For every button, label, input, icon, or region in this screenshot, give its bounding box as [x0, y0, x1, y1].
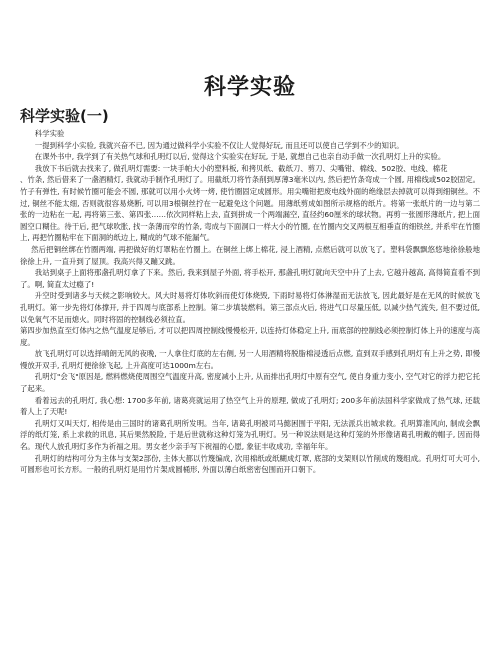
paragraph: 孔明灯又叫天灯, 相传是由三国时的诸葛孔明所发明。当年, 诸葛孔明被司马懿困围于平阳, 无法派兵出城求救。孔明算准风向, 制成会飘浮的纸灯笼, 系上求救的讯息, 其后果然脱险, 于是后世就称这种灯笼为孔明灯。另一种说法则是这种灯笼的外形像诸葛孔明戴的帽子, 因而得名。现代人放孔明灯多作为祈福之用。男女老少亲手写下祝福的心愿, 象征丰收成功, 幸福年年。: [20, 418, 480, 452]
paragraph: 孔明灯的结构可分为主体与支架2部份, 主体大都以竹篾编成, 次用棉纸或纸糊成灯罩, 底部的支架则以竹削成的篾组成。孔明灯可大可小, 可圆形也可长方形。一般的孔明灯是用竹片架成圆桶形, 外面以薄白纸密密包围而开口朝下。: [20, 453, 480, 475]
paragraph: 升空时受到诸多与天候之影响较大。风大时易将灯体吹斜而使灯体烧毁, 下雨时易将灯体淋湿而无法放飞, 因此最好是在无风的时候放飞孔明灯。第一步先将灯体撑开, 并于四周与底部系上控制。第二步填装燃料。第三部点火后, 将进气口尽量压低, 以减少热气流失, 但不要过低, 以免氧气不足而熄火。同时将固的控制线必须拉直。: [20, 291, 480, 324]
paragraph: 孔明灯"会飞"原因是, 燃料燃烧使周围空气温度升高, 密度减小上升, 从而排出孔明灯中原有空气, 使自身重力变小, 空气对它的浮力把它托了起来。: [20, 372, 480, 394]
paragraph: 然后把铜丝绑在竹圈两端, 再把做好的灯罩粘在竹圈上。在铜丝上绑上棉花, 浸上酒精, 点燃后就可以放飞了。塑料袋飘飘悠悠地徐徐般地徐徐上升, 一直升到了屋顶。我高兴得又蹦又跳。: [20, 244, 480, 266]
paragraph: 我放下书后就去找来了, 做孔明灯需要: 一块手帕大小的塑料板, 和拷贝纸、截纸刀、剪刀、尖嘴钳、棉线、502胶、电线、棉花: [34, 163, 448, 173]
paragraph: 看着远去的孔明灯, 我心想: 1700多年前, 诸葛亮就运用了热空气上升的原理, 做成了孔明灯; 200多年前法国科学家做成了热气球, 还载着人上了天呢!: [20, 395, 480, 417]
paragraph: 在课外书中, 我学到了有关热气球和孔明灯以后, 觉得这个实验实在好玩, 于是, 就想自己也亲自动手做一次孔明灯上升的实验。: [34, 152, 446, 162]
paragraph: 我站到桌子上面将那盏孔明灯拿了下来。然后, 我来到屋子外面, 将手松开, 那盏孔明灯就向天空中升了上去, 它越升越高, 高得简直看不到了。啊, 简直太过瘾了!: [20, 268, 480, 289]
paragraph: 一提到科学小实验, 我就兴奋不已, 因为通过做科学小实验不仅让人觉得好玩, 而且还可以使自己学到不少的知识。: [34, 140, 404, 150]
paragraph: 第四步加热直至灯体内之热气温度足够后, 才可以把四周控制线慢慢松开, 以连持灯体稳定上升, 而底部的控制线必须控制灯体上升的速度与高度。: [20, 326, 480, 347]
document-title: 科学实验: [203, 75, 296, 100]
section-heading: 科学实验(一): [20, 107, 109, 125]
document-body: [20, 128, 480, 476]
paragraph: 、竹条, 然后借来了一盏酒精灯, 我就动手制作孔明灯了。用截纸刀将竹条削到厚薄3毫米以内, 然后把竹条弯成一个圆, 用棉线或502胶固定。竹子有弹性, 有时候竹圈可能会不圆, 那就可以用小火烤一烤, 使竹圈固定成圆形。用尖嘴钳把废电线外面的绝缘层去掉就可以得到细铜丝。不过, 铜丝不能太细, 否则就很容易烧断, 可以用3根铜丝拧在一起避免这个问题。用薄纸剪成如图所示规格的纸片。将第一张纸片的一边与第二张的一边粘在一起, 再将第三张、第四张……依次同样粘上去, 直到拼成一个两端漏空, 直径约60厘米的球状物。再剪一张圆形薄纸片, 把上面圆空口糊住。待干后, 把气球吹胀, 找一条薄而窄的竹条, 弯成与下面洞口一样大小的竹圈, 在竹圈内交叉两根互相垂直的细铁丝, 并系牢在竹圈上, 再把竹圈粘牢在下面洞的纸边上, 糊成的气球不能漏气。: [20, 175, 480, 243]
paragraph: 放飞孔明灯可以选择晴朗无风的夜晚, 一人拿住灯底的左右侧, 另一人用酒精将脱脂棉浸透后点燃, 直到双手感到孔明灯有上升之势, 即慢慢放开双手, 孔明灯便徐徐飞起, 上升高度可达1000m左右。: [20, 349, 480, 370]
subtitle-line: 科学实验: [34, 129, 65, 138]
